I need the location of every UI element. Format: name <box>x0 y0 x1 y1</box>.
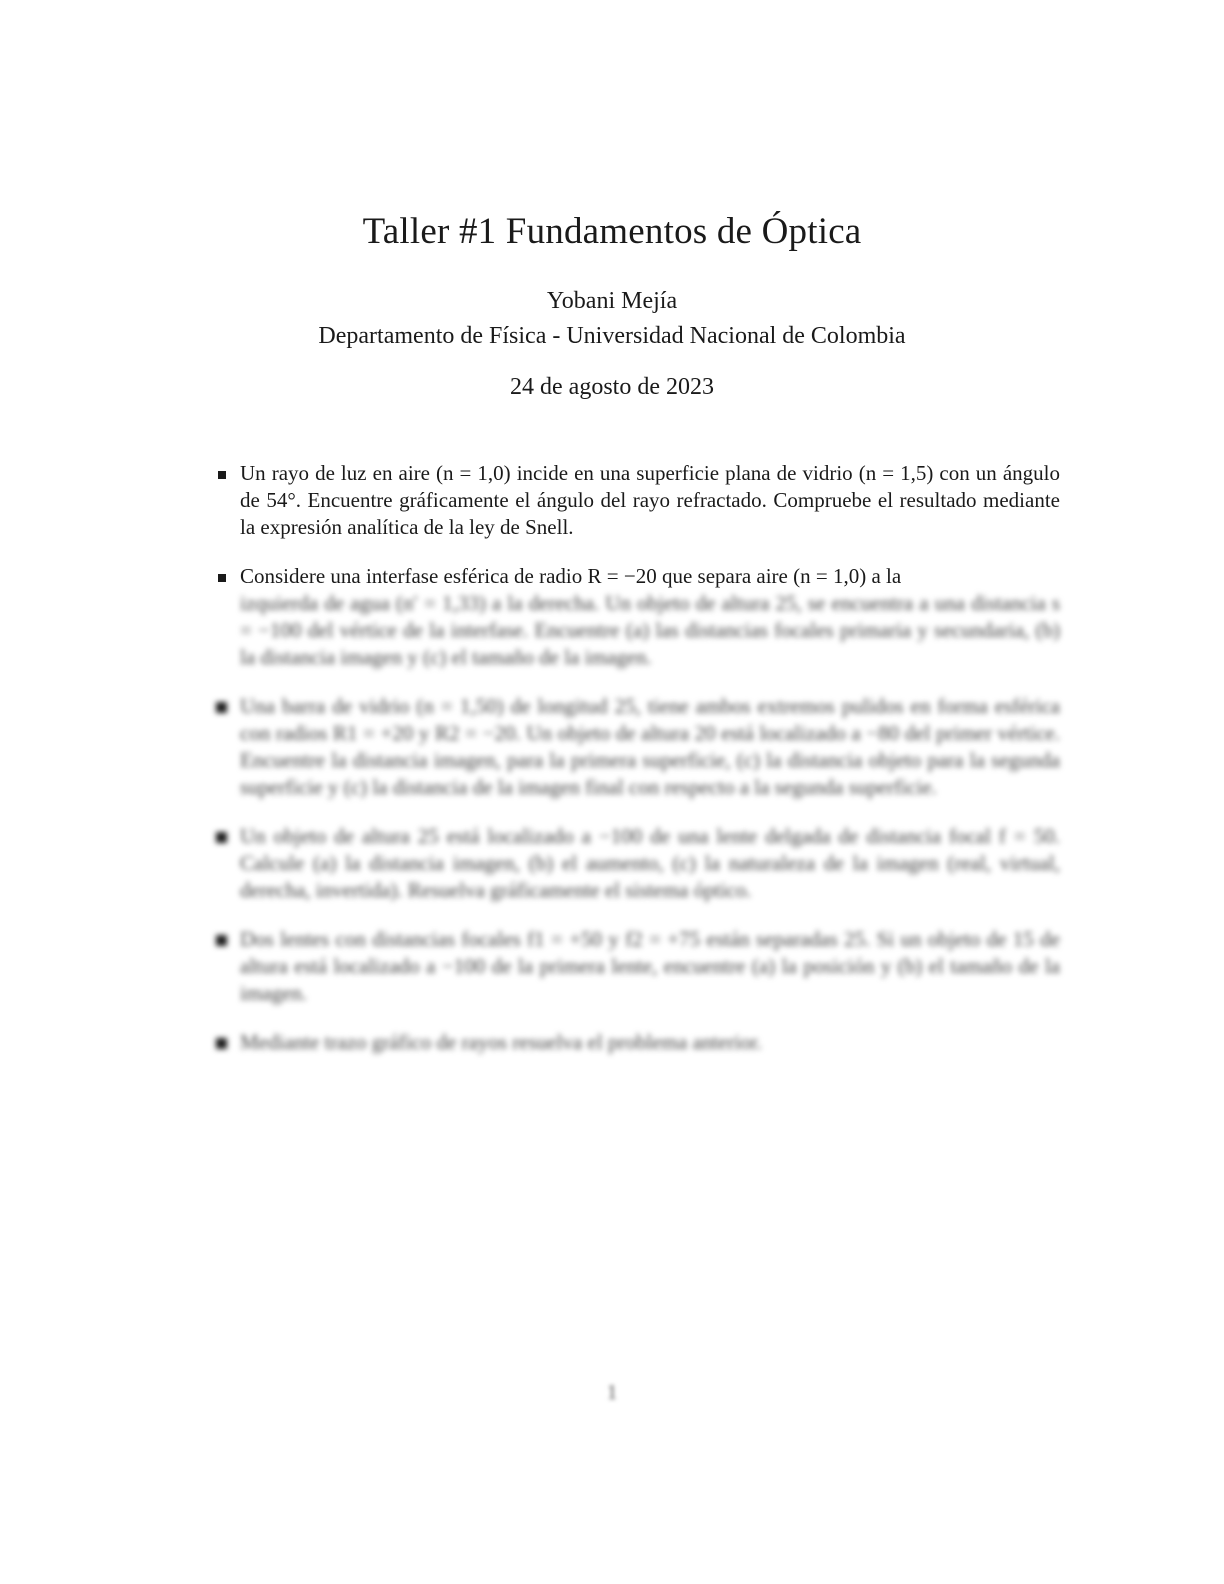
problem-text-blurred: izquierda de agua (n′ = 1,33) a la derecha. Un objeto de altura 25, se encuentra a una distancia s = −100 del vértice de la interfase. Encuentre (a) las distancias focales primaria y secundaria, (b) la distancia imagen y (c) el tamaño de la imagen. <box>240 591 1060 669</box>
problem-text: Una barra de vidrio (n = 1,50) de longitud 25, tiene ambos extremos pulidos en forma esférica con radios R1 = +20 y R2 = −20. Un objeto de altura 20 está localizado a −80 del primer vértice. Encuentre la distancia imagen, para la primera superficie, (c) la distancia objeto para la segunda superficie y (c) la distancia de la imagen final con respecto a la segunda superficie. <box>240 694 1060 799</box>
square-bullet-icon <box>216 702 227 713</box>
square-bullet-icon <box>218 471 226 479</box>
author-affiliation: Departamento de Física - Universidad Nacional de Colombia <box>318 323 906 349</box>
square-bullet-icon <box>216 935 227 946</box>
problem-text: Dos lentes con distancias focales f1 = +50 y f2 = +75 están separadas 25. Si un objeto de 15 de altura está localizado a −100 de la primera lente, encuentre (a) la posición y (b) el tamaño de la imagen. <box>240 927 1060 1005</box>
problem-text: Mediante trazo gráfico de rayos resuelva el problema anterior. <box>240 1030 762 1054</box>
document-date: 24 de agosto de 2023 <box>510 374 714 400</box>
square-bullet-icon <box>218 574 226 582</box>
problem-item-1 <box>212 460 1060 541</box>
page-number: 1 <box>606 1380 618 1404</box>
problem-item-3 <box>212 693 1060 801</box>
author-name: Yobani Mejía <box>546 288 678 314</box>
problem-text: Un rayo de luz en aire (n = 1,0) incide en una superficie plana de vidrio (n = 1,5) con un ángulo de 54°. Encuentre gráficamente el ángulo del rayo refractado. Compruebe el resultado mediante la expresión analítica de la ley de Snell. <box>240 461 1060 539</box>
problem-item-5 <box>212 926 1060 1007</box>
problem-text-first-line: Considere una interfase esférica de radio R = −20 que separa aire (n = 1,0) a la <box>240 564 902 588</box>
problem-text: Un objeto de altura 25 está localizado a −100 de una lente delgada de distancia focal f = 50. Calcule (a) la distancia imagen, (b) el aumento, (c) la naturaleza de la imagen (real, virtual, derecha, invertida). Resuelva gráficamente el sistema óptico. <box>240 824 1060 902</box>
problem-item-6 <box>212 1029 1060 1056</box>
square-bullet-icon <box>216 832 227 843</box>
document-title: Taller #1 Fundamentos de Óptica <box>362 211 862 252</box>
problem-item-4 <box>212 823 1060 904</box>
problem-item-2 <box>212 563 1060 671</box>
problem-list <box>212 460 1060 1078</box>
square-bullet-icon <box>216 1038 227 1049</box>
